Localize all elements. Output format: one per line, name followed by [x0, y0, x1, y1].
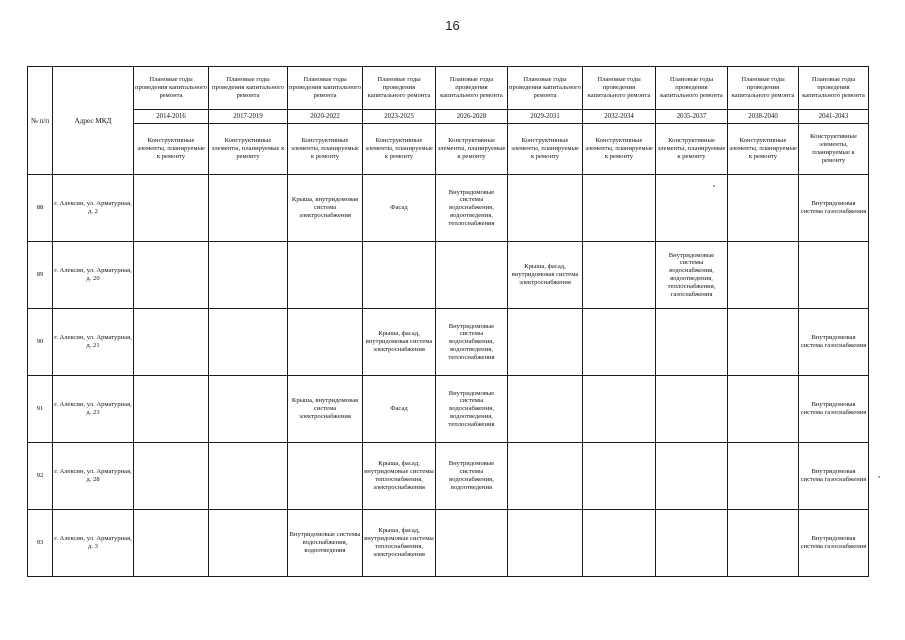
- work-cell: [728, 510, 799, 577]
- header-period: 2038-2040: [728, 110, 799, 124]
- work-cell: [134, 309, 209, 376]
- work-cell: [728, 443, 799, 510]
- header-planned-years: Плановые годы проведения капитального ремонта: [436, 67, 508, 110]
- header-planned-years: Плановые годы проведения капитального ремонта: [656, 67, 728, 110]
- work-cell: Внутридомовая система газоснабжения: [799, 175, 869, 242]
- header-period: 2035-2037: [656, 110, 728, 124]
- row-address: г. Алексин, ул. Арматурная, д. 2: [53, 175, 134, 242]
- work-cell: [656, 309, 728, 376]
- work-cell: Внутридомовые системы водоснабжения, водоотведения, теплоснабжения: [436, 175, 508, 242]
- work-cell: [656, 175, 728, 242]
- row-number: 88: [28, 175, 53, 242]
- work-cell: [209, 376, 288, 443]
- header-elements: Конструктивные элементы, планируемые к ремонту: [583, 124, 656, 175]
- work-cell: [288, 443, 363, 510]
- work-cell: [363, 242, 436, 309]
- work-cell: [134, 175, 209, 242]
- work-cell: Крыша, фасад, внутридомовые системы теплоснабжения, электроснабжения: [363, 510, 436, 577]
- header-period: 2026-2028: [436, 110, 508, 124]
- table-header: [28, 67, 869, 175]
- table-row: [28, 510, 869, 577]
- work-cell: [288, 309, 363, 376]
- work-cell: [583, 510, 656, 577]
- header-period: 2017-2019: [209, 110, 288, 124]
- header-planned-years: Плановые годы проведения капитального ремонта: [209, 67, 288, 110]
- header-address: Адрес МКД: [53, 67, 134, 175]
- header-planned-years: Плановые годы проведения капитального ремонта: [583, 67, 656, 110]
- work-cell: [209, 443, 288, 510]
- header-period: 2029-2031: [508, 110, 583, 124]
- row-number: 93: [28, 510, 53, 577]
- work-cell: [436, 510, 508, 577]
- work-cell: [583, 309, 656, 376]
- header-number: № п/п: [28, 67, 53, 175]
- header-elements: Конструктивные элементы, планируемые к ремонту: [799, 124, 869, 175]
- work-cell: Внутридомовые системы водоснабжения, водоотведения, теплоснабжения: [436, 309, 508, 376]
- work-cell: [656, 376, 728, 443]
- row-address: г. Алексин, ул. Арматурная, д. 23: [53, 376, 134, 443]
- work-cell: [728, 175, 799, 242]
- header-planned-years: Плановые годы проведения капитального ремонта: [288, 67, 363, 110]
- work-cell: [728, 376, 799, 443]
- work-cell: [799, 242, 869, 309]
- header-planned-years: Плановые годы проведения капитального ремонта: [728, 67, 799, 110]
- header-period: 2014-2016: [134, 110, 209, 124]
- work-cell: [583, 376, 656, 443]
- header-planned-years: Плановые годы проведения капитального ремонта: [508, 67, 583, 110]
- work-cell: [436, 242, 508, 309]
- work-cell: Внутридомовая система газоснабжения: [799, 309, 869, 376]
- work-cell: [728, 242, 799, 309]
- work-cell: [508, 309, 583, 376]
- scan-speck: [878, 476, 880, 478]
- table-row: [28, 376, 869, 443]
- work-cell: Фасад: [363, 376, 436, 443]
- work-cell: Крыша, внутридомовая система электроснабжения: [288, 175, 363, 242]
- repair-schedule-table: [27, 66, 869, 577]
- work-cell: [288, 242, 363, 309]
- header-elements: Конструктивные элементы, планируемые к ремонту: [363, 124, 436, 175]
- work-cell: [508, 175, 583, 242]
- row-number: 92: [28, 443, 53, 510]
- row-address: г. Алексин, ул. Арматурная, д. 21: [53, 309, 134, 376]
- row-number: 90: [28, 309, 53, 376]
- work-cell: [209, 175, 288, 242]
- page-number: 16: [445, 18, 460, 33]
- work-cell: [209, 309, 288, 376]
- work-cell: [508, 510, 583, 577]
- work-cell: [508, 376, 583, 443]
- header-elements: Конструктивные элементы, планируемые к ремонту: [728, 124, 799, 175]
- work-cell: Внутридомовая система газоснабжения: [799, 510, 869, 577]
- header-elements: Конструктивные элементы, планируемые к ремонту: [656, 124, 728, 175]
- header-elements: Конструктивные элементы, планируемые к ремонту: [436, 124, 508, 175]
- row-address: г. Алексин, ул. Арматурная, д. 28: [53, 443, 134, 510]
- work-cell: Крыша, фасад, внутридомовая система электроснабжения: [508, 242, 583, 309]
- work-cell: [656, 510, 728, 577]
- scan-speck: [713, 185, 715, 187]
- work-cell: Внутридомовые системы водоснабжения, водоотведения: [288, 510, 363, 577]
- header-planned-years: Плановые годы проведения капитального ремонта: [799, 67, 869, 110]
- work-cell: [583, 175, 656, 242]
- header-period: 2032-2034: [583, 110, 656, 124]
- header-elements: Конструктивные элементы, планируемые к ремонту: [134, 124, 209, 175]
- work-cell: [209, 510, 288, 577]
- work-cell: Внутридомовая система газоснабжения: [799, 443, 869, 510]
- table-body: [28, 175, 869, 577]
- work-cell: Внутридомовые системы водоснабжения, водоотведения, теплоснабжения: [436, 376, 508, 443]
- header-elements: Конструктивные элементы, планируемые к ремонту: [209, 124, 288, 175]
- work-cell: Внутридомовая система газоснабжения: [799, 376, 869, 443]
- work-cell: [134, 242, 209, 309]
- header-elements: Конструктивные элементы, планируемые к ремонту: [288, 124, 363, 175]
- row-number: 91: [28, 376, 53, 443]
- work-cell: Фасад: [363, 175, 436, 242]
- work-cell: [134, 376, 209, 443]
- work-cell: [583, 443, 656, 510]
- header-planned-years: Плановые годы проведения капитального ремонта: [134, 67, 209, 110]
- row-number: 89: [28, 242, 53, 309]
- table-row: [28, 242, 869, 309]
- table-row: [28, 309, 869, 376]
- row-address: г. Алексин, ул. Арматурная, д. 3: [53, 510, 134, 577]
- work-cell: Крыша, фасад, внутридомовая система электроснабжения: [363, 309, 436, 376]
- table-row: [28, 443, 869, 510]
- header-period: 2020-2022: [288, 110, 363, 124]
- header-planned-years: Плановые годы проведения капитального ремонта: [363, 67, 436, 110]
- header-period: 2023-2025: [363, 110, 436, 124]
- row-address: г. Алексин, ул. Арматурная, д. 20: [53, 242, 134, 309]
- work-cell: [656, 443, 728, 510]
- work-cell: Внутридомовые системы водоснабжения, водоотведения, теплоснабжения, газоснабжения: [656, 242, 728, 309]
- work-cell: [728, 309, 799, 376]
- work-cell: Крыша, фасад, внутридомовые системы теплоснабжения, электроснабжения: [363, 443, 436, 510]
- work-cell: Крыша, внутридомовая система электроснабжения: [288, 376, 363, 443]
- work-cell: [134, 510, 209, 577]
- work-cell: [209, 242, 288, 309]
- table-row: [28, 175, 869, 242]
- header-elements: Конструктивные элементы, планируемые к ремонту: [508, 124, 583, 175]
- work-cell: Внутридомовые системы водоснабжения, водоотведения: [436, 443, 508, 510]
- work-cell: [134, 443, 209, 510]
- work-cell: [583, 242, 656, 309]
- work-cell: [508, 443, 583, 510]
- header-period: 2041-2043: [799, 110, 869, 124]
